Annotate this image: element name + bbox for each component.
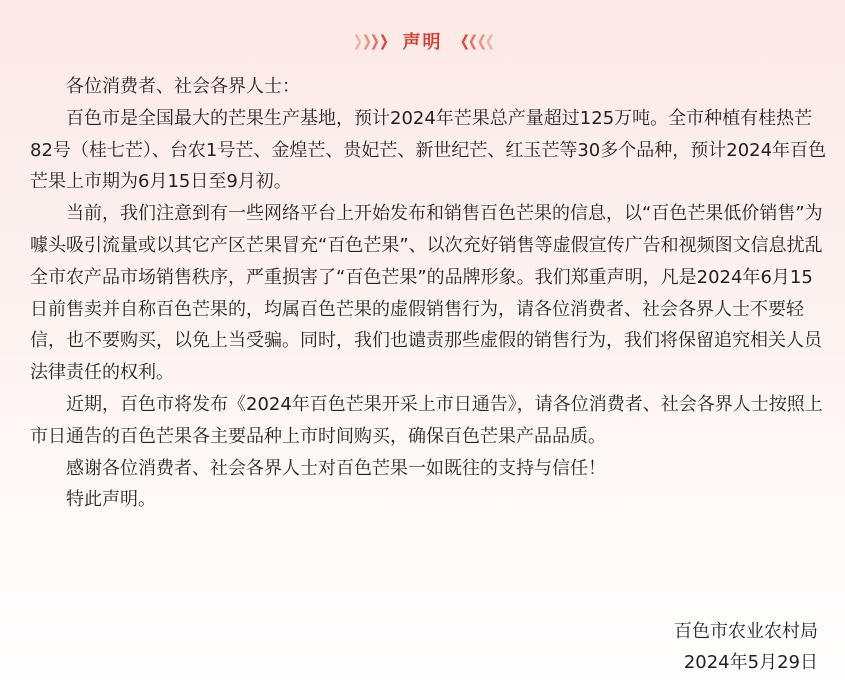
page-title: 声明 — [402, 32, 443, 53]
paragraph-thanks: 感谢各位消费者、社会各界人士对百色芒果一如既往的支持与信任！ — [66, 457, 606, 479]
paragraph-production-info: 百色市是全国最大的芒果生产基地，预计2024年芒果总产量超过125万吨。全市种植有桂热芒82号（桂七芒）、台农1号芒、金煌芒、贵妃芒、新世纪芒、红玉芒等30多个品种，预计2024年百色芒果上市期为6月15日至9月初。 — [30, 107, 827, 193]
signature-organization: 百色市农业农村局 — [674, 621, 818, 642]
signature-date: 2024年5月29日 — [683, 652, 818, 673]
chevrons-left-icon: ❮ ❮ ❮ ❮ — [459, 32, 492, 50]
statement-header — [0, 26, 845, 56]
closing-line: 特此声明。 — [66, 489, 156, 511]
paragraph-false-advertising: 当前，我们注意到有一些网络平台上开始发布和销售百色芒果的信息，以“百色芒果低价销售”为噱头吸引流量或以其它产区芒果冒充“百色芒果”、以次充好销售等虚假宣传广告和视频图文信息扰乱全市农产品市场销售秩序，严重损害了“百色芒果”的品牌形象。我们郑重声明，凡是2024年6月15日前售卖并自称百色芒果的，均属百色芒果的虚假销售行为，请各位消费者、社会各界人士不要轻信，也不要购买，以免上当受骗。同时，我们也谴责那些虚假的销售行为，我们将保留追究相关人员法律责任的权利。 — [30, 203, 823, 384]
chevrons-right-icon: ❯ ❯ ❯ ❯ — [353, 32, 386, 50]
salutation: 各位消费者、社会各界人士： — [66, 76, 300, 97]
statement-body — [30, 71, 830, 516]
paragraph-market-notice: 近期，百色市将发布《2024年百色芒果开采上市日通告》，请各位消费者、社会各界人士按照上市日通告的百色芒果各主要品种上市时间购买，确保百色芒果产品品质。 — [30, 393, 823, 447]
signature-block — [674, 616, 818, 678]
